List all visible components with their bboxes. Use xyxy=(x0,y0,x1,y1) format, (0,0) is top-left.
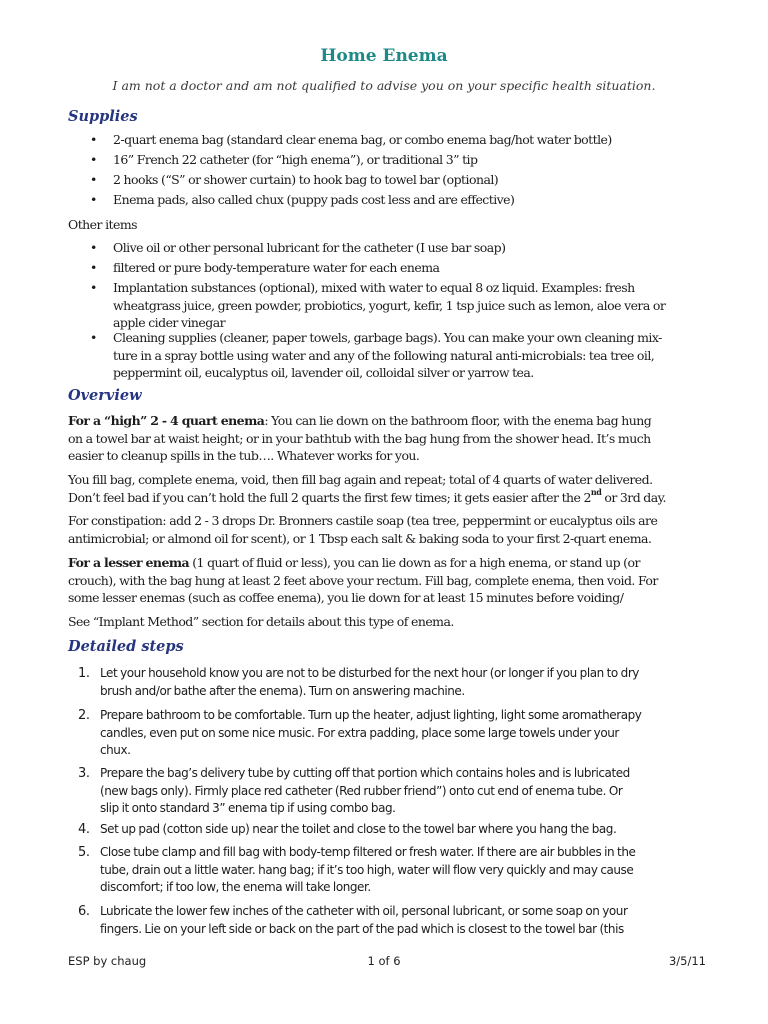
step-text: tube, drain out a little water. hang bag; if it’s too high, water will flow very quickly and may cause xyxy=(100,862,634,877)
step-text: Prepare the bag’s delivery tube by cutting off that portion which contains holes and is lubricated xyxy=(100,766,630,780)
step-text: Prepare bathroom to be comfortable. Turn up the heater, adjust lighting, light some aromatherapy xyxy=(100,708,642,722)
step-number: 2. xyxy=(78,708,90,723)
lesser-enema-line: (1 quart of fluid or less), you can lie down as for a high enema, or stand up (or xyxy=(189,555,640,570)
other-item-item xyxy=(90,279,710,332)
disclaimer: I am not a doctor and am not qualified to advise you on your specific health situation. xyxy=(112,78,656,93)
lesser-enema-line: some lesser enemas (such as coffee enema), you lie down for at least 15 minutes before voiding/ xyxy=(68,590,624,605)
supply-item xyxy=(90,191,710,209)
supply-text: Enema pads, also called chux (puppy pads cost less and are effective) xyxy=(113,192,515,207)
step-number: 5. xyxy=(78,845,90,860)
document-title: Home Enema xyxy=(320,46,448,66)
fill-bag-line: or 3rd day. xyxy=(601,489,666,505)
step-item xyxy=(68,665,718,700)
bullet-marker: • xyxy=(90,132,97,147)
step-text: Close tube clamp and fill bag with body-temp filtered or fresh water. If there are air bubbles in the xyxy=(100,845,636,859)
supply-text: 2-quart enema bag (standard clear enema bag, or combo enema bag/hot water bottle) xyxy=(113,132,612,147)
high-enema-line: on a towel bar at waist height; or in your bathtub with the bag hung from the shower head. It’s much xyxy=(68,430,651,446)
overview-heading: Overview xyxy=(68,387,142,404)
bullet-marker: • xyxy=(90,260,97,275)
fill-bag-paragraph xyxy=(68,471,708,506)
high-enema-paragraph xyxy=(68,412,708,465)
step-number: 4. xyxy=(78,822,90,837)
other-item-item xyxy=(90,329,710,382)
step-number: 3. xyxy=(78,766,90,781)
detailed-steps-heading: Detailed steps xyxy=(68,638,184,655)
constipation-line: antimicrobial; or almond oil for scent), or 1 Tbsp each salt & baking soda to your first 2-quart enema. xyxy=(68,530,652,546)
supply-item xyxy=(90,151,710,169)
fill-bag-line: Don’t feel bad if you can’t hold the full 2 quarts the first few times; it gets easier after the 2 xyxy=(68,489,591,505)
high-enema-line: easier to cleanup spills in the tub…. Whatever works for you. xyxy=(68,448,420,463)
supply-item xyxy=(90,131,710,149)
other-item-text: filtered or pure body-temperature water for each enema xyxy=(113,260,440,275)
step-text: brush and/or bathe after the enema). Turn on answering machine. xyxy=(100,683,465,698)
lesser-enema-paragraph xyxy=(68,554,708,607)
other-item-text: Implantation substances (optional), mixed with water to equal 8 oz liquid. Examples: fresh xyxy=(113,280,635,295)
step-text: candles, even put on some nice music. For extra padding, place some large towels under your xyxy=(100,725,619,740)
step-number: 6. xyxy=(78,904,90,919)
bullet-marker: • xyxy=(90,330,97,345)
ordinal-suffix: nd xyxy=(590,487,602,498)
supply-item xyxy=(90,171,710,189)
step-item xyxy=(68,765,718,818)
step-item xyxy=(68,707,718,760)
other-item-text: Cleaning supplies (cleaner, paper towels, garbage bags). You can make your own cleaning mix- xyxy=(113,330,662,345)
supplies-heading: Supplies xyxy=(68,108,138,125)
step-text: (new bags only). Firmly place red catheter (Red rubber friend”) onto cut end of enema tube. Or xyxy=(100,783,623,798)
step-item xyxy=(68,844,718,897)
other-item-item xyxy=(90,239,710,257)
step-text: Let your household know you are not to be disturbed for the next hour (or longer if you plan to dry xyxy=(100,666,639,680)
other-item-item xyxy=(90,259,710,277)
footer-date: 3/5/11 xyxy=(668,954,706,968)
other-item-text: apple cider vinegar xyxy=(113,315,226,330)
step-text: Lubricate the lower few inches of the catheter with oil, personal lubricant, or some soap on your xyxy=(100,904,628,918)
bullet-marker: • xyxy=(90,240,97,255)
step-text: fingers. Lie on your left side or back on the part of the pad which is closest to the towel bar (this xyxy=(100,921,624,936)
bullet-marker: • xyxy=(90,192,97,207)
high-enema-line: : You can lie down on the bathroom floor, with the enema bag hung xyxy=(264,413,652,428)
lesser-enema-line: crouch), with the bag hung at least 2 feet above your rectum. Fill bag, complete enema, then void. For xyxy=(68,572,658,588)
step-text: Set up pad (cotton side up) near the toilet and close to the towel bar where you hang the bag. xyxy=(100,822,617,836)
high-enema-lead: For a “high” 2 - 4 quart enema xyxy=(68,413,265,428)
footer-page-number: 1 of 6 xyxy=(367,954,401,968)
other-item-text: peppermint oil, eucalyptus oil, lavender oil, colloidal silver or yarrow tea. xyxy=(113,365,534,380)
step-item xyxy=(68,821,718,839)
supply-text: 16” French 22 catheter (for “high enema”), or traditional 3” tip xyxy=(113,152,478,167)
step-text: chux. xyxy=(100,743,131,757)
step-item xyxy=(68,903,718,938)
bullet-marker: • xyxy=(90,152,97,167)
supply-text: 2 hooks (“S” or shower curtain) to hook bag to towel bar (optional) xyxy=(113,172,499,187)
other-item-text: ture in a spray bottle using water and any of the following natural anti-microbials: tea tree oil, xyxy=(113,347,655,363)
lesser-enema-lead: For a lesser enema xyxy=(68,555,190,570)
step-number: 1. xyxy=(78,666,90,681)
footer-author: ESP by chaug xyxy=(68,954,147,968)
constipation-line: For constipation: add 2 - 3 drops Dr. Bronners castile soap (tea tree, peppermint or eucalyptus oils are xyxy=(68,513,658,528)
step-text: discomfort; if too low, the enema will take longer. xyxy=(100,880,371,894)
bullet-marker: • xyxy=(90,280,97,295)
other-item-text: wheatgrass juice, green powder, probiotics, yogurt, kefir, 1 tsp juice such as lemon, aloe vera or xyxy=(113,297,666,313)
constipation-paragraph xyxy=(68,512,708,547)
other-items-label: Other items xyxy=(68,217,138,232)
step-text: slip it onto standard 3” enema tip if using combo bag. xyxy=(100,801,396,815)
fill-bag-line: You fill bag, complete enema, void, then fill bag again and repeat; total of 4 quarts of water delivered. xyxy=(68,472,653,487)
other-item-text: Olive oil or other personal lubricant for the catheter (I use bar soap) xyxy=(113,240,506,255)
bullet-marker: • xyxy=(90,172,97,187)
implant-method-reference: See “Implant Method” section for details about this type of enema. xyxy=(68,614,454,629)
